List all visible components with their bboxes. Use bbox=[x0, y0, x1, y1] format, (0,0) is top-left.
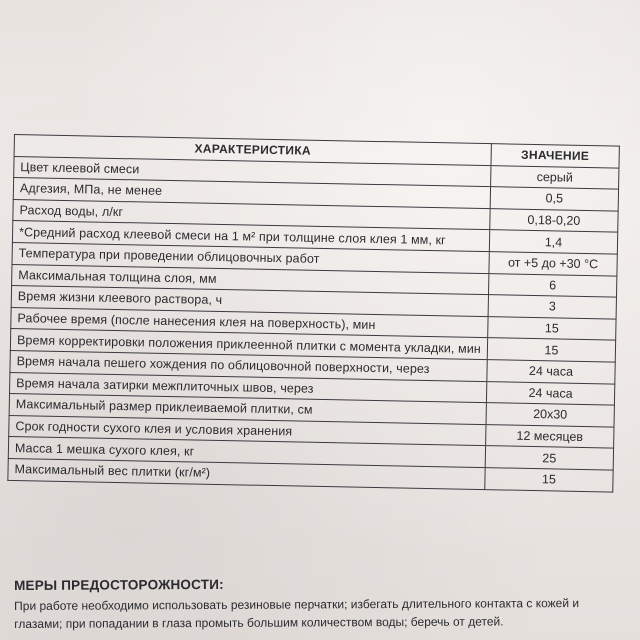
row-value: 24 часа bbox=[487, 360, 615, 384]
precautions-section bbox=[14, 575, 626, 633]
row-name: Время жизни клеевого раствора, ч bbox=[11, 286, 488, 317]
row-name: Цвет клеевой смеси bbox=[14, 156, 491, 187]
row-value: 6 bbox=[488, 273, 616, 297]
row-name: Максимальный вес плитки (кг/м²) bbox=[8, 458, 485, 489]
precautions-title: МЕРЫ ПРЕДОСТОРОЖНОСТИ: bbox=[14, 576, 224, 593]
row-value: 0,5 bbox=[490, 187, 618, 211]
precautions-text: При работе необходимо использовать резиновые перчатки; избегать длительного контакта с кожей и глазами; при попадании в глаза промыть большим количеством воды; беречь от детей. bbox=[14, 596, 580, 631]
row-value: 15 bbox=[488, 316, 616, 340]
row-value: серый bbox=[491, 165, 619, 189]
row-name: Время начала пешего хождения по облицовочной поверхности, через bbox=[10, 350, 487, 381]
specifications-table bbox=[7, 134, 620, 492]
row-value: 0,18-0,20 bbox=[490, 208, 618, 232]
row-name: Срок годности сухого клея и условия хранения bbox=[9, 415, 486, 446]
row-name: Максимальная толщина слоя, мм bbox=[12, 264, 489, 295]
row-name: Время начала затирки межплиточных швов, через bbox=[10, 372, 487, 403]
row-value: 24 часа bbox=[486, 381, 614, 405]
row-name: Расход воды, л/кг bbox=[13, 199, 490, 230]
row-value: 15 bbox=[485, 468, 613, 492]
row-value: 20х30 bbox=[486, 403, 614, 427]
row-name: Масса 1 мешка сухого клея, кг bbox=[8, 437, 485, 468]
header-value: ЗНАЧЕНИЕ bbox=[491, 144, 619, 168]
row-value: 3 bbox=[488, 295, 616, 319]
row-value: 1,4 bbox=[489, 230, 617, 254]
row-name: Адгезия, МПа, не менее bbox=[13, 178, 490, 209]
row-value: 12 месяцев bbox=[486, 424, 614, 448]
row-value: 25 bbox=[485, 446, 613, 470]
row-value: 15 bbox=[487, 338, 615, 362]
row-value: от +5 до +30 °С bbox=[489, 252, 617, 276]
header-characteristic: ХАРАКТЕРИСТИКА bbox=[14, 135, 491, 166]
row-name: Рабочее время (после нанесения клея на поверхность), мин bbox=[11, 307, 488, 338]
row-name: Время корректировки положения приклеенной плитки с момента укладки, мин bbox=[10, 329, 487, 360]
row-name: Максимальный размер приклеиваемой плитки, см bbox=[9, 394, 486, 425]
row-name: Температура при проведении облицовочных работ bbox=[12, 242, 489, 273]
row-name: *Средний расход клеевой смеси на 1 м² при толщине слоя клея 1 мм, кг bbox=[12, 221, 489, 252]
